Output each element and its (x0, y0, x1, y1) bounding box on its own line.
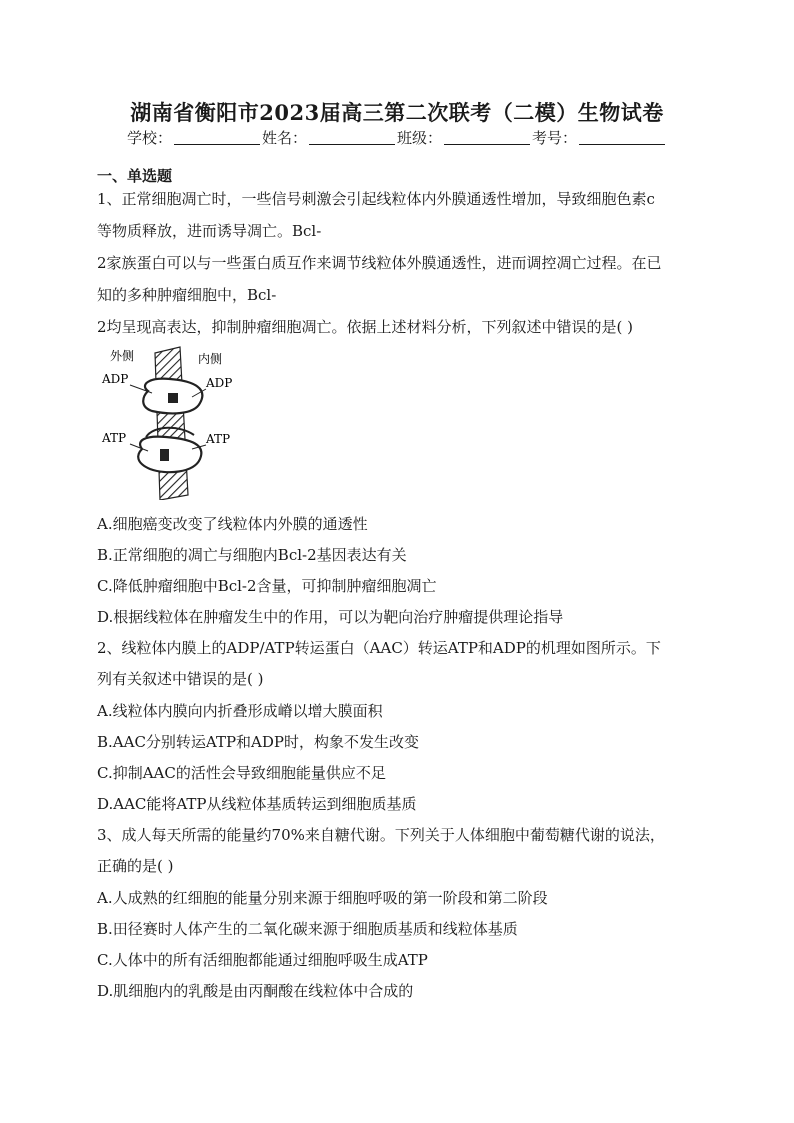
q1-stem-line: 等物质释放，进而诱导凋亡。Bcl- (97, 222, 322, 240)
class-label: 班级： (397, 129, 443, 147)
q1-option-d: D.根据线粒体在肿瘤发生中的作用，可以为靶向治疗肿瘤提供理论指导 (97, 608, 564, 626)
q2-option-d: D.AAC能将ATP从线粒体基质转运到细胞质基质 (97, 795, 417, 813)
q1-stem-line: 知的多种肿瘤细胞中，Bcl- (97, 286, 277, 304)
q2-option-c: C.抑制AAC的活性会导致细胞能量供应不足 (97, 764, 386, 782)
name-blank[interactable] (309, 130, 395, 145)
school-label: 学校： (126, 129, 172, 147)
exam-no-label: 考号： (532, 129, 578, 147)
adp-right-label: ADP (206, 376, 233, 390)
inner-side-label: 内侧 (198, 352, 223, 366)
aac-protein-lower (138, 437, 201, 473)
page-title: 湖南省衡阳市2023届高三第二次联考（二模）生物试卷 (130, 100, 664, 125)
q3-option-b: B.田径赛时人体产生的二氧化碳来源于细胞质基质和线粒体基质 (97, 920, 518, 938)
q1-stem-line: 1、正常细胞凋亡时，一些信号刺激会引起线粒体内外膜通透性增加，导致细胞色素c (97, 190, 655, 208)
q1-stem-line: 2均呈现高表达，抑制肿瘤细胞凋亡。依据上述材料分析，下列叙述中错误的是( ) (97, 318, 634, 336)
q1-stem-line: 2家族蛋白可以与一些蛋白质互作来调节线粒体外膜通透性，进而调控凋亡过程。在已 (97, 254, 662, 272)
school-blank[interactable] (174, 130, 260, 145)
exam-no-blank[interactable] (579, 130, 665, 145)
mitochondrial-membrane (155, 347, 188, 500)
q2-option-b: B.AAC分别转运ATP和ADP时，构象不发生改变 (97, 733, 419, 751)
adp-left-label: ADP (102, 372, 129, 386)
aac-transport-figure (100, 345, 250, 500)
atp-binding-site (160, 449, 169, 461)
adp-binding-site (168, 393, 178, 403)
name-label: 姓名： (261, 129, 307, 147)
q1-option-b: B.正常细胞的凋亡与细胞内Bcl-2基因表达有关 (97, 546, 407, 564)
q3-option-a: A.人成熟的红细胞的能量分别来源于细胞呼吸的第一阶段和第二阶段 (97, 889, 548, 907)
q3-option-d: D.肌细胞内的乳酸是由丙酮酸在线粒体中合成的 (97, 982, 414, 1000)
class-blank[interactable] (444, 130, 530, 145)
q1-option-c: C.降低肿瘤细胞中Bcl-2含量，可抑制肿瘤细胞凋亡 (97, 577, 437, 595)
q2-option-a: A.线粒体内膜向内折叠形成嵴以增大膜面积 (97, 702, 383, 720)
q1-option-a: A.细胞癌变改变了线粒体内外膜的通透性 (97, 515, 368, 533)
atp-right-label: ATP (206, 432, 231, 446)
student-info-line (0, 127, 794, 148)
q3-stem-line: 正确的是( ) (97, 857, 174, 875)
q3-option-c: C.人体中的所有活细胞都能通过细胞呼吸生成ATP (97, 951, 428, 969)
q3-stem-line: 3、成人每天所需的能量约70%来自糖代谢。下列关于人体细胞中葡萄糖代谢的说法， (97, 826, 665, 844)
atp-left-label: ATP (102, 431, 127, 445)
section-heading: 一、单选题 (97, 167, 173, 185)
q2-stem-line: 2、线粒体内膜上的ADP/ATP转运蛋白（AAC）转运ATP和ADP的机理如图所示。下 (97, 639, 661, 657)
q2-stem-line: 列有关叙述中错误的是( ) (97, 670, 264, 688)
outer-side-label: 外侧 (110, 349, 135, 363)
